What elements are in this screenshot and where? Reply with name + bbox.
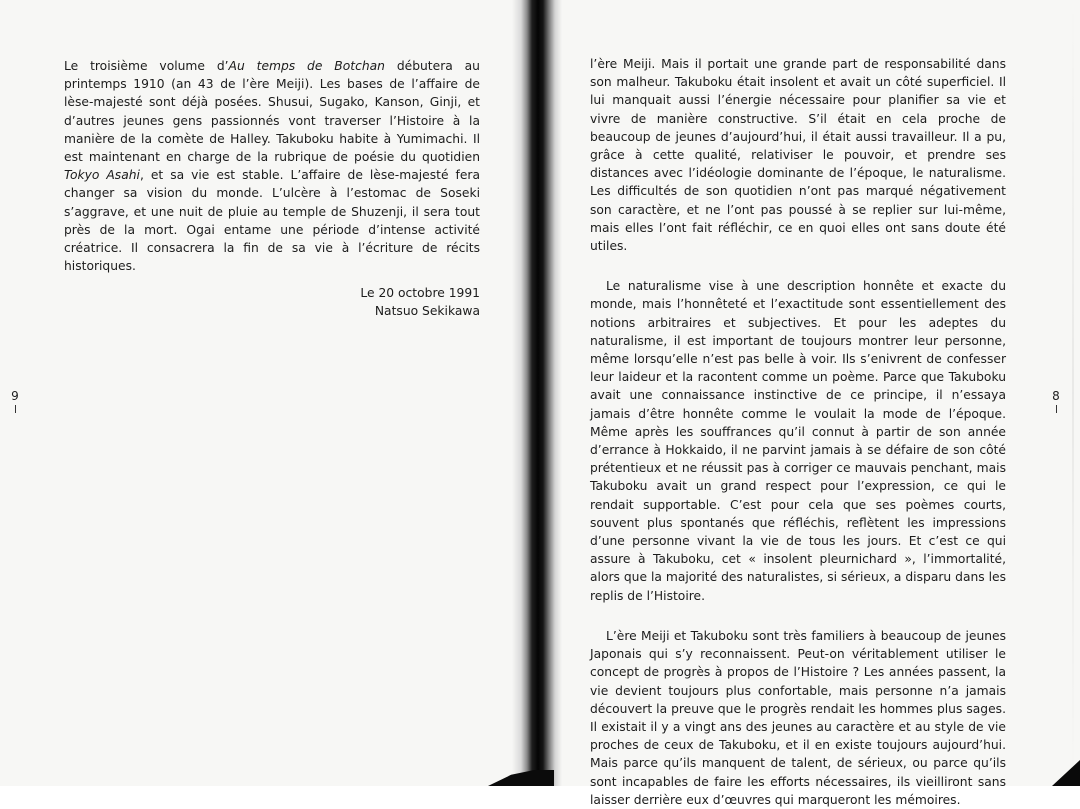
left-page: [0, 0, 526, 786]
page-number-rule: [1056, 405, 1057, 413]
signature-date: Le 20 octobre 1991: [360, 286, 480, 300]
left-paragraph-part: , et sa vie est stable. L’affaire de lèse-majesté fera changer sa vision du monde. L’ulcère à l’estomac de Soseki s’aggrave, et une nuit de pluie au temple de Shuzenji, il sera tout près de la mort. Ogai entame une période d’intense activité créatrice. Il consacrera la fin de sa vie à l’écriture de récits historiques.: [64, 168, 480, 274]
page-number-left-label: 9: [11, 389, 19, 403]
signature-author: Natsuo Sekikawa: [374, 304, 480, 319]
right-paragraph-3: L’ère Meiji et Takuboku sont très familiers à beaucoup de jeunes Japonais qui s’y reconnaissent. Peut-on véritablement utiliser le concept de progrès à propos de l’Histoire ? Les années passent, la vie devient toujours plus confortable, mais personne n’a jamais découvert la preuve que le progrès rendait les hommes plus sages. Il existait il y a vingt ans des jeunes au caractère et au style de vie proches de ceux de Takuboku, et il en existe toujours aujourd’hui. Mais parce qu’ils manquent de talent, de sérieux, ou parce qu’ils sont incapables de faire les efforts nécessaires, ils vieilliront sans laisser derrière eux d’œuvres qui marqueront les mémoires.: [590, 628, 1006, 807]
right-page-text: [590, 55, 1006, 809]
page-number-left: [7, 389, 23, 413]
page-number-rule: [15, 405, 16, 413]
right-page: [548, 0, 1080, 807]
page-number-right-label: 8: [1052, 389, 1060, 403]
left-page-text: [64, 57, 480, 275]
right-paragraph-1: l’ère Meiji. Mais il portait une grande part de responsabilité dans son malheur. Takuboku était insolent et avait un côté superficiel. Il lui manquait aussi l’énergie nécessaire pour planifier sa vie et vivre de manière constructive. S’il était en cela proche de beaucoup de jeunes d’aujourd’hui, il était aussi travailleur. Il a pu, grâce à cette qualité, relativiser le pouvoir, et prendre ses distances avec l’idéologie dominante de l’époque, le naturalisme. Les difficultés de son quotidien n’ont pas marqué négativement son caractère, et ne l’ont pas poussé à se replier sur lui-même, mais elles l’ont fait réfléchir, ce en quoi elles ont sans doute été utiles.: [590, 57, 1006, 254]
book-title: Au temps de Botchan: [228, 59, 385, 73]
signature-block: [330, 284, 480, 320]
left-paragraph-part: débutera au printemps 1910 (an 43 de l’ère Meiji). Les bases de l’affaire de lèse-majesté sont déjà posées. Shusui, Sugako, Kanson, Ginji, et d’autres jeunes gens passionnés vont traverser l’Histoire à la manière de la comète de Halley. Takuboku habite à Yumimachi. Il est maintenant en charge de la rubrique de poésie du quotidien: [64, 59, 480, 165]
page-number-right: [1048, 389, 1064, 413]
right-paragraph-2: Le naturalisme vise à une description honnête et exacte du monde, mais l’honnêteté et l’exactitude sont essentiellement des notions arbitraires et subjectives. Et pour les adeptes du naturalisme, il est important de toujours montrer leur personne, même lorsqu’elle n’est pas belle à voir. Ils s’enivrent de confesser leur laideur et la racontent comme un poème. Parce que Takuboku avait une connaissance instinctive de ce principe, il n’essaya jamais d’être honnête comme le voulait la mode de l’époque. Même après les souffrances qu’il connut à partir de son année d’errance à Hokkaido, il ne parvint jamais à se défaire de son côté prétentieux et ne réussit pas à corriger ce mauvais penchant, mais Takuboku avait un grand respect pour l’expression, ce qui le rendait supportable. C’est pour cela que ses poèmes courts, souvent plus spontanés que réfléchis, reflètent les impressions d’une personne vivant la vie de tous les jours. Et c’est ce qui assure à Takuboku, cet « insolent pleurnichard », l’immortalité, alors que la majorité des naturalistes, si sérieux, a disparu dans les replis de l’Histoire.: [590, 279, 1006, 603]
left-paragraph: [64, 57, 480, 275]
page-edge-shadow: [1072, 0, 1074, 786]
left-paragraph-part: Le troisième volume d’: [64, 59, 229, 73]
book-gutter: [512, 0, 562, 786]
newspaper-title: Tokyo Asahi: [64, 168, 140, 183]
